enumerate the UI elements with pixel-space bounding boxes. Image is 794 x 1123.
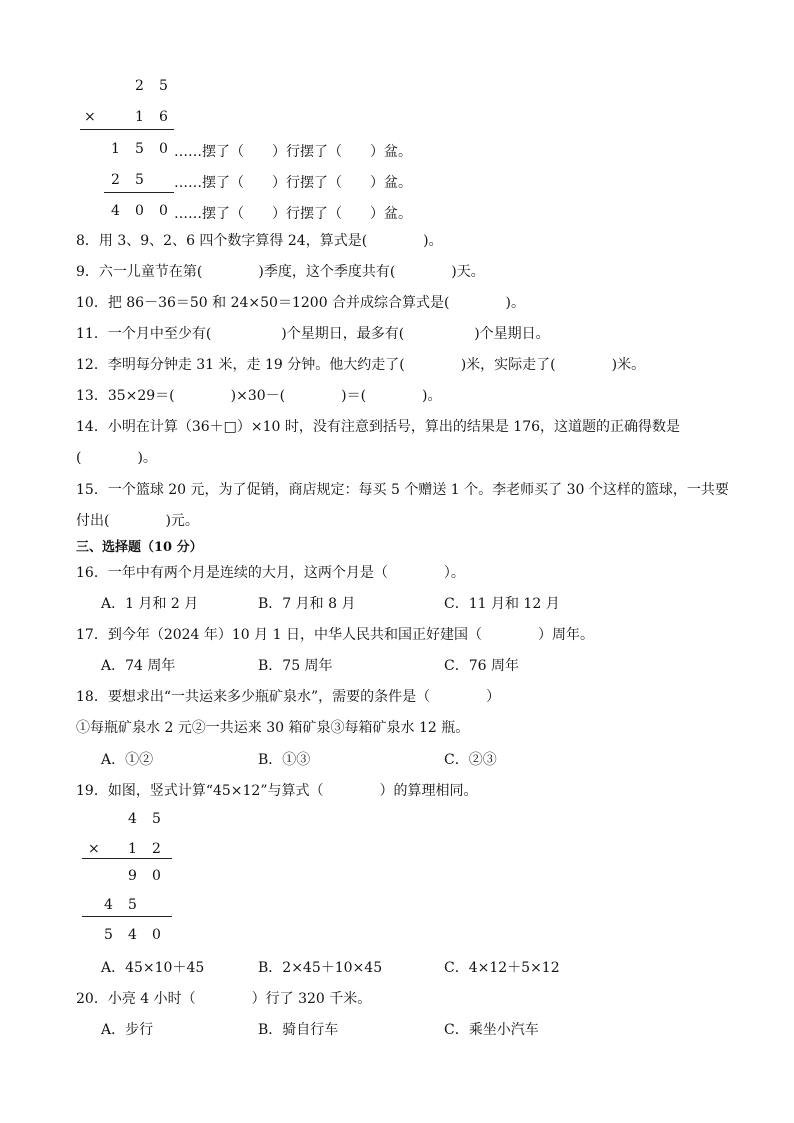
question-12: 12．李明每分钟走 31 米，走 19 分钟。他大约走了( )米，实际走了( )米。 — [76, 357, 646, 373]
calc-digit: 5 — [159, 78, 168, 94]
question-16: 16．一年中有两个月是连续的大月，这两个月是（ ）。 — [76, 565, 465, 581]
calc-digit: 5 — [152, 811, 161, 827]
calc-digit: 1 — [135, 109, 144, 125]
option-a: A．45×10＋45 — [101, 960, 205, 976]
calc-note: ……摆了（ ）行摆了（ ）盆。 — [174, 175, 412, 191]
question-18-conditions: ①每瓶矿泉水 2 元②一共运来 30 箱矿泉③每箱矿泉水 12 瓶。 — [76, 720, 470, 736]
calc-digit: 0 — [159, 141, 168, 157]
question-11: 11．一个月中至少有( )个星期日，最多有( )个星期日。 — [76, 326, 550, 342]
option-b: B．骑自行车 — [258, 1022, 339, 1038]
question-17: 17．到今年（2024 年）10 月 1 日，中华人民共和国正好建国（ ）周年。 — [76, 627, 594, 643]
question-10: 10．把 86－36＝50 和 24×50＝1200 合并成综合算式是( )。 — [76, 295, 525, 311]
calc-digit: 4 — [128, 811, 137, 827]
calc-digit: 1 — [128, 841, 137, 857]
question-18: 18．要想求出“一共运来多少瓶矿泉水”，需要的条件是（ ） — [76, 689, 501, 705]
option-a: A．①② — [101, 752, 154, 768]
question-14-line1: 14．小明在计算（36＋□）×10 时，没有注意到括号，算出的结果是 176，这道题的正确得数是 — [76, 419, 681, 435]
calc-digit: 5 — [135, 172, 144, 188]
calc-note: ……摆了（ ）行摆了（ ）盆。 — [174, 206, 412, 222]
option-b: B．①③ — [258, 752, 311, 768]
calc-digit: 4 — [128, 927, 137, 943]
option-b: B．75 周年 — [258, 658, 333, 674]
calc-digit: 5 — [135, 141, 144, 157]
option-a: A．1 月和 2 月 — [101, 596, 199, 612]
calc-digit: 2 — [111, 172, 120, 188]
calc-digit: 0 — [152, 868, 161, 884]
calc-digit: 6 — [159, 109, 168, 125]
question-15-line2: 付出( )元。 — [76, 513, 199, 529]
question-20: 20．小亮 4 小时（ ）行了 320 千米。 — [76, 991, 372, 1007]
calc-digit: 5 — [128, 897, 137, 913]
calc-rule — [82, 916, 172, 917]
option-c: C．11 月和 12 月 — [444, 596, 560, 612]
option-c: C．4×12＋5×12 — [444, 960, 560, 976]
question-9: 9．六一儿童节在第( )季度，这个季度共有( )天。 — [76, 264, 485, 280]
option-a: A．74 周年 — [101, 658, 176, 674]
calc-rule — [82, 858, 172, 859]
calc-digit: 2 — [152, 841, 161, 857]
option-b: B．2×45＋10×45 — [258, 960, 383, 976]
question-13: 13．35×29＝( )×30－( )＝( )。 — [76, 388, 442, 404]
calc-digit: 0 — [152, 927, 161, 943]
times-sign: × — [88, 841, 100, 857]
calc-digit: 0 — [135, 203, 144, 219]
calc-rule — [104, 192, 174, 193]
option-c: C．76 周年 — [444, 658, 519, 674]
calc-rule — [80, 129, 174, 130]
calc-note: ……摆了（ ）行摆了（ ）盆。 — [174, 144, 412, 160]
question-14-line2: ( )。 — [76, 450, 157, 466]
calc-digit: 4 — [104, 897, 113, 913]
calc-digit: 5 — [104, 927, 113, 943]
calc-digit: 2 — [135, 78, 144, 94]
question-15-line1: 15．一个篮球 20 元，为了促销，商店规定：每买 5 个赠送 1 个。李老师买了 30 个这样的篮球，一共要 — [76, 482, 729, 498]
times-sign: × — [84, 109, 96, 125]
option-c: C．②③ — [444, 752, 497, 768]
question-19: 19．如图，竖式计算“45×12”与算式（ ）的算理相同。 — [76, 783, 478, 799]
calc-digit: 0 — [159, 203, 168, 219]
question-8: 8．用 3、9、2、6 四个数字算得 24，算式是( )。 — [76, 233, 443, 249]
option-c: C．乘坐小汽车 — [444, 1022, 539, 1038]
section-title: 三、选择题（10 分） — [76, 540, 203, 555]
calc-digit: 1 — [111, 141, 120, 157]
calc-digit: 9 — [128, 868, 137, 884]
calc-digit: 4 — [111, 203, 120, 219]
option-a: A．步行 — [101, 1022, 154, 1038]
option-b: B．7 月和 8 月 — [258, 596, 356, 612]
